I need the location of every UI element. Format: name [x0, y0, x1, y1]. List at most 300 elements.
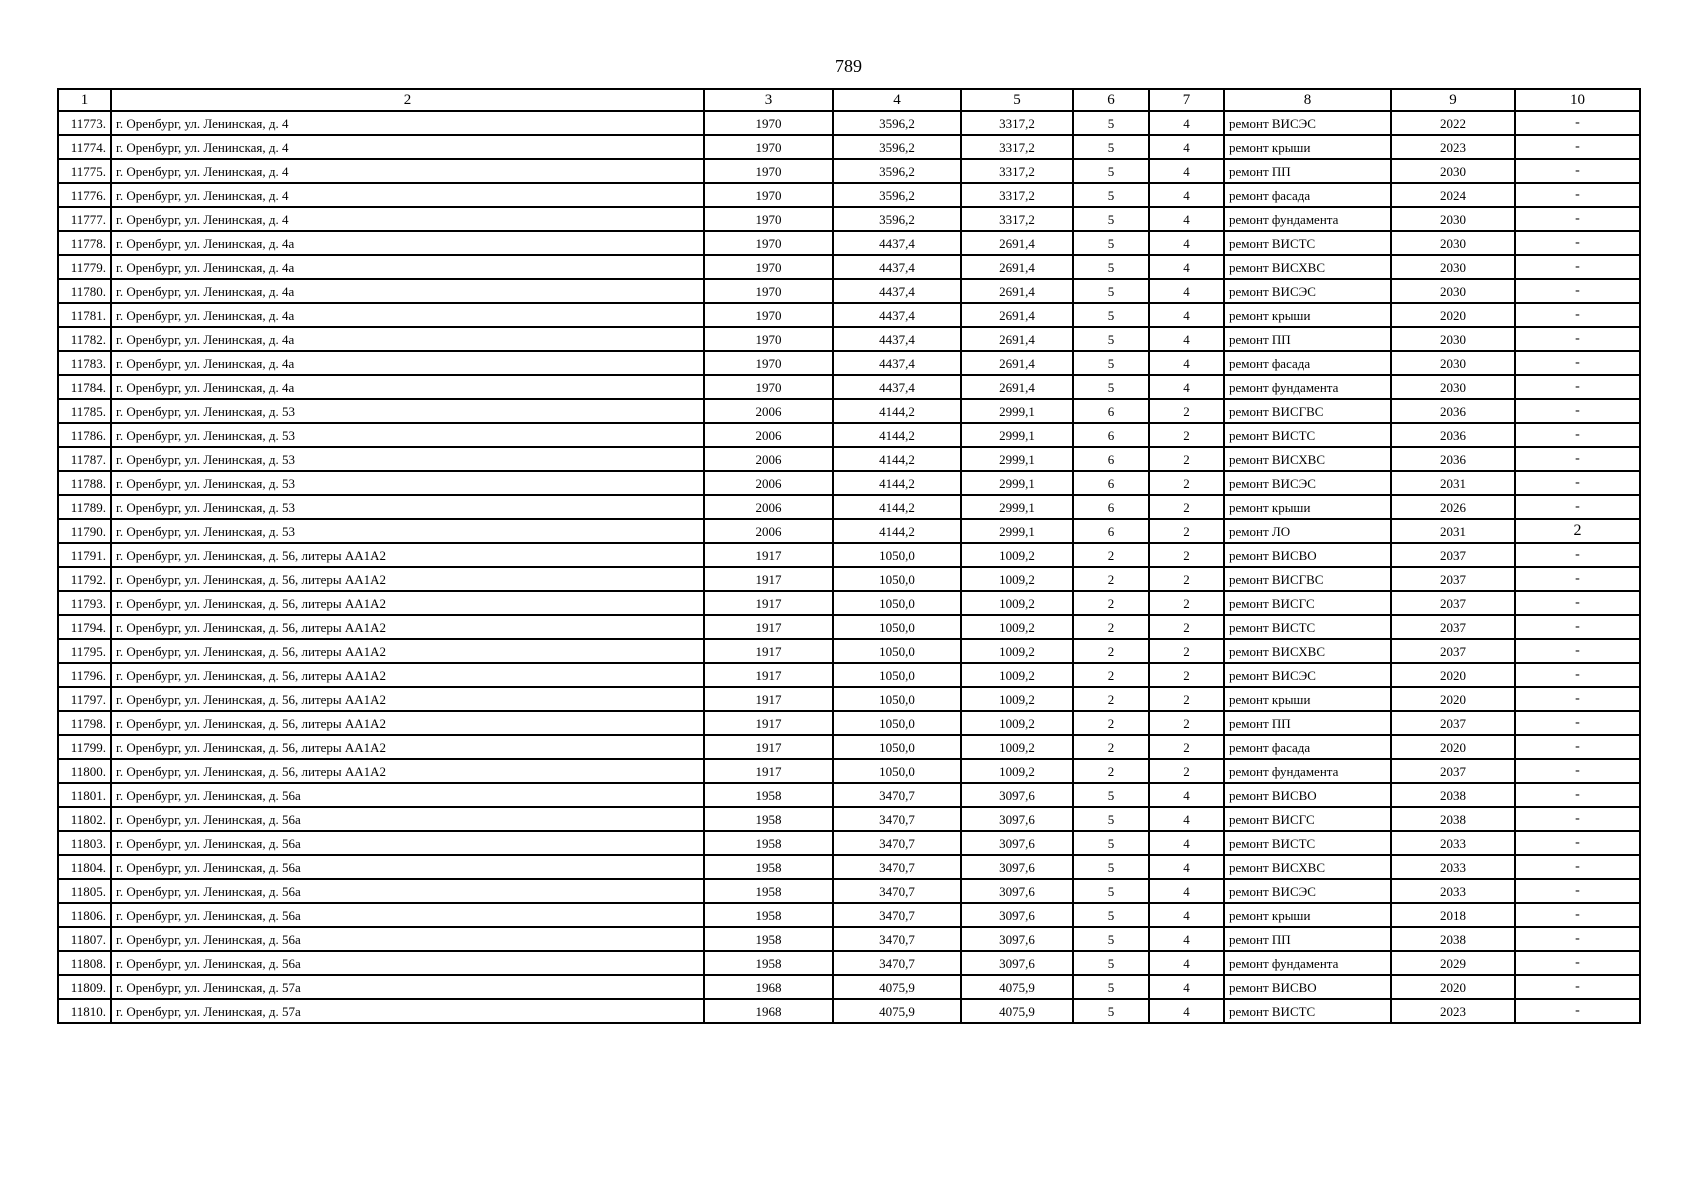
work-type-cell: ремонт ВИСВО — [1224, 783, 1391, 807]
column-10-cell: - — [1515, 951, 1640, 975]
work-type-cell: ремонт фасада — [1224, 183, 1391, 207]
table-row — [58, 255, 1640, 279]
entrances-cell: 4 — [1149, 135, 1224, 159]
table-row — [58, 231, 1640, 255]
residential-area-cell: 2999,1 — [961, 471, 1073, 495]
table-row — [58, 351, 1640, 375]
table-row — [58, 135, 1640, 159]
address-cell: г. Оренбург, ул. Ленинская, д. 56, литеры АА1А2 — [111, 663, 704, 687]
column-10-cell: - — [1515, 495, 1640, 519]
row-number-cell: 11799. — [58, 735, 111, 759]
floors-cell: 5 — [1073, 231, 1149, 255]
table-row — [58, 159, 1640, 183]
residential-area-cell: 1009,2 — [961, 663, 1073, 687]
floors-cell: 2 — [1073, 639, 1149, 663]
row-number-cell: 11793. — [58, 591, 111, 615]
address-cell: г. Оренбург, ул. Ленинская, д. 4а — [111, 375, 704, 399]
entrances-cell: 2 — [1149, 687, 1224, 711]
work-type-cell: ремонт ВИСВО — [1224, 543, 1391, 567]
year-built-cell: 1917 — [704, 543, 833, 567]
year-built-cell: 1970 — [704, 303, 833, 327]
planned-year-cell: 2030 — [1391, 327, 1515, 351]
table-row — [58, 663, 1640, 687]
residential-area-cell: 3317,2 — [961, 207, 1073, 231]
address-cell: г. Оренбург, ул. Ленинская, д. 4 — [111, 111, 704, 135]
residential-area-cell: 1009,2 — [961, 639, 1073, 663]
entrances-cell: 4 — [1149, 231, 1224, 255]
column-header: 6 — [1073, 89, 1149, 111]
work-type-cell: ремонт крыши — [1224, 303, 1391, 327]
floors-cell: 2 — [1073, 591, 1149, 615]
work-type-cell: ремонт ВИСХВС — [1224, 639, 1391, 663]
entrances-cell: 2 — [1149, 423, 1224, 447]
year-built-cell: 1970 — [704, 183, 833, 207]
table-row — [58, 687, 1640, 711]
row-number-cell: 11782. — [58, 327, 111, 351]
floors-cell: 2 — [1073, 567, 1149, 591]
planned-year-cell: 2030 — [1391, 159, 1515, 183]
entrances-cell: 2 — [1149, 447, 1224, 471]
work-type-cell: ремонт ВИСТС — [1224, 615, 1391, 639]
year-built-cell: 1958 — [704, 831, 833, 855]
column-10-cell: - — [1515, 327, 1640, 351]
row-number-cell: 11801. — [58, 783, 111, 807]
planned-year-cell: 2026 — [1391, 495, 1515, 519]
column-10-cell: - — [1515, 159, 1640, 183]
year-built-cell: 1970 — [704, 111, 833, 135]
planned-year-cell: 2037 — [1391, 615, 1515, 639]
floors-cell: 5 — [1073, 951, 1149, 975]
planned-year-cell: 2038 — [1391, 807, 1515, 831]
total-area-cell: 4437,4 — [833, 303, 961, 327]
column-10-cell: - — [1515, 543, 1640, 567]
column-10-cell: - — [1515, 375, 1640, 399]
entrances-cell: 2 — [1149, 639, 1224, 663]
residential-area-cell: 3317,2 — [961, 135, 1073, 159]
floors-cell: 6 — [1073, 495, 1149, 519]
column-header: 7 — [1149, 89, 1224, 111]
residential-area-cell: 1009,2 — [961, 687, 1073, 711]
work-type-cell: ремонт крыши — [1224, 687, 1391, 711]
address-cell: г. Оренбург, ул. Ленинская, д. 53 — [111, 399, 704, 423]
entrances-cell: 4 — [1149, 255, 1224, 279]
row-number-cell: 11796. — [58, 663, 111, 687]
total-area-cell: 4144,2 — [833, 519, 961, 543]
work-type-cell: ремонт ЛО — [1224, 519, 1391, 543]
year-built-cell: 1917 — [704, 663, 833, 687]
work-type-cell: ремонт ВИСХВС — [1224, 255, 1391, 279]
residential-area-cell: 2691,4 — [961, 327, 1073, 351]
floors-cell: 5 — [1073, 183, 1149, 207]
year-built-cell: 1958 — [704, 807, 833, 831]
row-number-cell: 11807. — [58, 927, 111, 951]
residential-area-cell: 1009,2 — [961, 615, 1073, 639]
year-built-cell: 1958 — [704, 783, 833, 807]
total-area-cell: 1050,0 — [833, 543, 961, 567]
table-row — [58, 567, 1640, 591]
residential-area-cell: 4075,9 — [961, 999, 1073, 1023]
entrances-cell: 4 — [1149, 903, 1224, 927]
table-row — [58, 615, 1640, 639]
table-row — [58, 543, 1640, 567]
total-area-cell: 4437,4 — [833, 351, 961, 375]
residential-area-cell: 3317,2 — [961, 159, 1073, 183]
residential-area-cell: 2691,4 — [961, 231, 1073, 255]
table-row — [58, 519, 1640, 543]
planned-year-cell: 2037 — [1391, 759, 1515, 783]
work-type-cell: ремонт ВИСТС — [1224, 231, 1391, 255]
floors-cell: 5 — [1073, 255, 1149, 279]
address-cell: г. Оренбург, ул. Ленинская, д. 56а — [111, 927, 704, 951]
column-header: 5 — [961, 89, 1073, 111]
work-type-cell: ремонт ВИСЭС — [1224, 111, 1391, 135]
row-number-cell: 11776. — [58, 183, 111, 207]
residential-area-cell: 2691,4 — [961, 303, 1073, 327]
planned-year-cell: 2030 — [1391, 207, 1515, 231]
floors-cell: 5 — [1073, 975, 1149, 999]
floors-cell: 5 — [1073, 327, 1149, 351]
year-built-cell: 1958 — [704, 855, 833, 879]
total-area-cell: 3470,7 — [833, 783, 961, 807]
total-area-cell: 3470,7 — [833, 903, 961, 927]
planned-year-cell: 2038 — [1391, 927, 1515, 951]
entrances-cell: 2 — [1149, 591, 1224, 615]
table-row — [58, 999, 1640, 1023]
floors-cell: 2 — [1073, 615, 1149, 639]
row-number-cell: 11780. — [58, 279, 111, 303]
planned-year-cell: 2031 — [1391, 471, 1515, 495]
row-number-cell: 11774. — [58, 135, 111, 159]
total-area-cell: 4144,2 — [833, 399, 961, 423]
residential-area-cell: 4075,9 — [961, 975, 1073, 999]
table-row — [58, 735, 1640, 759]
row-number-cell: 11805. — [58, 879, 111, 903]
row-number-cell: 11792. — [58, 567, 111, 591]
residential-area-cell: 1009,2 — [961, 735, 1073, 759]
floors-cell: 2 — [1073, 543, 1149, 567]
row-number-cell: 11784. — [58, 375, 111, 399]
floors-cell: 6 — [1073, 447, 1149, 471]
total-area-cell: 4437,4 — [833, 327, 961, 351]
residential-area-cell: 1009,2 — [961, 711, 1073, 735]
page-number: 789 — [835, 56, 862, 76]
work-type-cell: ремонт ВИСЭС — [1224, 879, 1391, 903]
year-built-cell: 1968 — [704, 975, 833, 999]
total-area-cell: 4075,9 — [833, 975, 961, 999]
column-10-cell: - — [1515, 399, 1640, 423]
column-10-cell: - — [1515, 639, 1640, 663]
row-number-cell: 11778. — [58, 231, 111, 255]
row-number-cell: 11790. — [58, 519, 111, 543]
year-built-cell: 2006 — [704, 423, 833, 447]
year-built-cell: 1958 — [704, 951, 833, 975]
table-row — [58, 879, 1640, 903]
total-area-cell: 4437,4 — [833, 375, 961, 399]
planned-year-cell: 2030 — [1391, 279, 1515, 303]
year-built-cell: 1970 — [704, 255, 833, 279]
residential-area-cell: 2999,1 — [961, 399, 1073, 423]
address-cell: г. Оренбург, ул. Ленинская, д. 57а — [111, 999, 704, 1023]
column-10-cell: - — [1515, 279, 1640, 303]
planned-year-cell: 2030 — [1391, 375, 1515, 399]
total-area-cell: 3470,7 — [833, 807, 961, 831]
column-header: 2 — [111, 89, 704, 111]
table-row — [58, 183, 1640, 207]
year-built-cell: 1958 — [704, 879, 833, 903]
residential-area-cell: 3097,6 — [961, 855, 1073, 879]
floors-cell: 5 — [1073, 207, 1149, 231]
row-number-cell: 11787. — [58, 447, 111, 471]
floors-cell: 2 — [1073, 663, 1149, 687]
work-type-cell: ремонт ВИСЭС — [1224, 279, 1391, 303]
column-10-cell: - — [1515, 807, 1640, 831]
work-type-cell: ремонт ВИСГВС — [1224, 567, 1391, 591]
planned-year-cell: 2036 — [1391, 399, 1515, 423]
row-number-cell: 11809. — [58, 975, 111, 999]
planned-year-cell: 2030 — [1391, 255, 1515, 279]
work-type-cell: ремонт фундамента — [1224, 207, 1391, 231]
work-type-cell: ремонт крыши — [1224, 903, 1391, 927]
floors-cell: 5 — [1073, 135, 1149, 159]
residential-area-cell: 3097,6 — [961, 951, 1073, 975]
column-10-cell: - — [1515, 591, 1640, 615]
planned-year-cell: 2037 — [1391, 567, 1515, 591]
row-number-cell: 11786. — [58, 423, 111, 447]
year-built-cell: 1970 — [704, 351, 833, 375]
table-row — [58, 855, 1640, 879]
residential-area-cell: 3097,6 — [961, 783, 1073, 807]
planned-year-cell: 2033 — [1391, 855, 1515, 879]
total-area-cell: 1050,0 — [833, 687, 961, 711]
address-cell: г. Оренбург, ул. Ленинская, д. 4 — [111, 135, 704, 159]
entrances-cell: 4 — [1149, 999, 1224, 1023]
planned-year-cell: 2037 — [1391, 591, 1515, 615]
floors-cell: 6 — [1073, 399, 1149, 423]
work-type-cell: ремонт фасада — [1224, 351, 1391, 375]
column-10-cell: 2 — [1515, 519, 1640, 543]
column-header: 3 — [704, 89, 833, 111]
row-number-cell: 11800. — [58, 759, 111, 783]
total-area-cell: 1050,0 — [833, 711, 961, 735]
planned-year-cell: 2029 — [1391, 951, 1515, 975]
address-cell: г. Оренбург, ул. Ленинская, д. 56, литеры АА1А2 — [111, 615, 704, 639]
work-type-cell: ремонт ВИСЭС — [1224, 663, 1391, 687]
address-cell: г. Оренбург, ул. Ленинская, д. 56а — [111, 951, 704, 975]
column-10-cell: - — [1515, 351, 1640, 375]
total-area-cell: 4144,2 — [833, 447, 961, 471]
table-row — [58, 447, 1640, 471]
column-10-cell: - — [1515, 735, 1640, 759]
column-10-cell: - — [1515, 783, 1640, 807]
table-row — [58, 951, 1640, 975]
work-type-cell: ремонт ВИСГС — [1224, 807, 1391, 831]
column-10-cell: - — [1515, 135, 1640, 159]
year-built-cell: 2006 — [704, 447, 833, 471]
column-10-cell: - — [1515, 447, 1640, 471]
repair-schedule-table — [57, 88, 1641, 1024]
address-cell: г. Оренбург, ул. Ленинская, д. 56а — [111, 831, 704, 855]
year-built-cell: 1958 — [704, 927, 833, 951]
address-cell: г. Оренбург, ул. Ленинская, д. 56, литеры АА1А2 — [111, 639, 704, 663]
row-number-cell: 11781. — [58, 303, 111, 327]
entrances-cell: 4 — [1149, 303, 1224, 327]
entrances-cell: 4 — [1149, 351, 1224, 375]
table-row — [58, 303, 1640, 327]
work-type-cell: ремонт крыши — [1224, 495, 1391, 519]
work-type-cell: ремонт ВИСТС — [1224, 423, 1391, 447]
planned-year-cell: 2023 — [1391, 135, 1515, 159]
column-10-cell: - — [1515, 471, 1640, 495]
address-cell: г. Оренбург, ул. Ленинская, д. 56, литеры АА1А2 — [111, 735, 704, 759]
row-number-cell: 11798. — [58, 711, 111, 735]
address-cell: г. Оренбург, ул. Ленинская, д. 53 — [111, 423, 704, 447]
entrances-cell: 4 — [1149, 111, 1224, 135]
row-number-cell: 11788. — [58, 471, 111, 495]
residential-area-cell: 3097,6 — [961, 903, 1073, 927]
year-built-cell: 1917 — [704, 759, 833, 783]
total-area-cell: 3596,2 — [833, 207, 961, 231]
year-built-cell: 1970 — [704, 231, 833, 255]
work-type-cell: ремонт ВИСЭС — [1224, 471, 1391, 495]
row-number-cell: 11810. — [58, 999, 111, 1023]
entrances-cell: 2 — [1149, 663, 1224, 687]
year-built-cell: 1970 — [704, 159, 833, 183]
total-area-cell: 1050,0 — [833, 639, 961, 663]
floors-cell: 6 — [1073, 519, 1149, 543]
column-10-cell: - — [1515, 663, 1640, 687]
residential-area-cell: 3317,2 — [961, 111, 1073, 135]
work-type-cell: ремонт ВИСТС — [1224, 831, 1391, 855]
address-cell: г. Оренбург, ул. Ленинская, д. 56, литеры АА1А2 — [111, 567, 704, 591]
work-type-cell: ремонт ПП — [1224, 159, 1391, 183]
entrances-cell: 4 — [1149, 159, 1224, 183]
residential-area-cell: 2999,1 — [961, 495, 1073, 519]
table-row — [58, 903, 1640, 927]
table-row — [58, 831, 1640, 855]
address-cell: г. Оренбург, ул. Ленинская, д. 56, литеры АА1А2 — [111, 759, 704, 783]
entrances-cell: 2 — [1149, 615, 1224, 639]
floors-cell: 5 — [1073, 111, 1149, 135]
table-row — [58, 807, 1640, 831]
row-number-cell: 11803. — [58, 831, 111, 855]
planned-year-cell: 2037 — [1391, 543, 1515, 567]
total-area-cell: 3470,7 — [833, 927, 961, 951]
total-area-cell: 3470,7 — [833, 831, 961, 855]
planned-year-cell: 2037 — [1391, 639, 1515, 663]
table-header-row — [58, 89, 1640, 111]
year-built-cell: 1968 — [704, 999, 833, 1023]
residential-area-cell: 2999,1 — [961, 447, 1073, 471]
total-area-cell: 4144,2 — [833, 423, 961, 447]
planned-year-cell: 2030 — [1391, 351, 1515, 375]
row-number-cell: 11779. — [58, 255, 111, 279]
entrances-cell: 2 — [1149, 735, 1224, 759]
entrances-cell: 2 — [1149, 399, 1224, 423]
planned-year-cell: 2033 — [1391, 831, 1515, 855]
year-built-cell: 1970 — [704, 135, 833, 159]
year-built-cell: 1917 — [704, 687, 833, 711]
row-number-cell: 11808. — [58, 951, 111, 975]
year-built-cell: 1970 — [704, 207, 833, 231]
table-row — [58, 327, 1640, 351]
row-number-cell: 11775. — [58, 159, 111, 183]
total-area-cell: 1050,0 — [833, 735, 961, 759]
address-cell: г. Оренбург, ул. Ленинская, д. 4а — [111, 279, 704, 303]
address-cell: г. Оренбург, ул. Ленинская, д. 4а — [111, 255, 704, 279]
entrances-cell: 4 — [1149, 855, 1224, 879]
planned-year-cell: 2033 — [1391, 879, 1515, 903]
total-area-cell: 1050,0 — [833, 567, 961, 591]
address-cell: г. Оренбург, ул. Ленинская, д. 4а — [111, 303, 704, 327]
planned-year-cell: 2031 — [1391, 519, 1515, 543]
floors-cell: 2 — [1073, 687, 1149, 711]
column-10-cell: - — [1515, 975, 1640, 999]
total-area-cell: 1050,0 — [833, 615, 961, 639]
planned-year-cell: 2018 — [1391, 903, 1515, 927]
residential-area-cell: 2999,1 — [961, 519, 1073, 543]
planned-year-cell: 2020 — [1391, 975, 1515, 999]
planned-year-cell: 2038 — [1391, 783, 1515, 807]
column-10-cell: - — [1515, 303, 1640, 327]
column-10-cell: - — [1515, 927, 1640, 951]
residential-area-cell: 2999,1 — [961, 423, 1073, 447]
column-10-cell: - — [1515, 711, 1640, 735]
planned-year-cell: 2023 — [1391, 999, 1515, 1023]
residential-area-cell: 3097,6 — [961, 927, 1073, 951]
address-cell: г. Оренбург, ул. Ленинская, д. 4а — [111, 351, 704, 375]
residential-area-cell: 2691,4 — [961, 255, 1073, 279]
column-10-cell: - — [1515, 903, 1640, 927]
address-cell: г. Оренбург, ул. Ленинская, д. 53 — [111, 495, 704, 519]
year-built-cell: 1917 — [704, 711, 833, 735]
table-row — [58, 927, 1640, 951]
total-area-cell: 4075,9 — [833, 999, 961, 1023]
floors-cell: 6 — [1073, 471, 1149, 495]
column-header: 8 — [1224, 89, 1391, 111]
row-number-cell: 11777. — [58, 207, 111, 231]
year-built-cell: 2006 — [704, 495, 833, 519]
planned-year-cell: 2020 — [1391, 303, 1515, 327]
entrances-cell: 4 — [1149, 207, 1224, 231]
address-cell: г. Оренбург, ул. Ленинская, д. 53 — [111, 447, 704, 471]
year-built-cell: 1958 — [704, 903, 833, 927]
entrances-cell: 2 — [1149, 759, 1224, 783]
entrances-cell: 4 — [1149, 183, 1224, 207]
table-row — [58, 975, 1640, 999]
entrances-cell: 4 — [1149, 951, 1224, 975]
floors-cell: 5 — [1073, 903, 1149, 927]
residential-area-cell: 3317,2 — [961, 183, 1073, 207]
residential-area-cell: 1009,2 — [961, 543, 1073, 567]
total-area-cell: 3470,7 — [833, 951, 961, 975]
work-type-cell: ремонт ВИСВО — [1224, 975, 1391, 999]
entrances-cell: 2 — [1149, 519, 1224, 543]
entrances-cell: 2 — [1149, 495, 1224, 519]
residential-area-cell: 2691,4 — [961, 279, 1073, 303]
entrances-cell: 2 — [1149, 471, 1224, 495]
floors-cell: 5 — [1073, 831, 1149, 855]
table-row — [58, 375, 1640, 399]
row-number-cell: 11773. — [58, 111, 111, 135]
work-type-cell: ремонт ВИСТС — [1224, 999, 1391, 1023]
row-number-cell: 11797. — [58, 687, 111, 711]
address-cell: г. Оренбург, ул. Ленинская, д. 56, литеры АА1А2 — [111, 591, 704, 615]
column-10-cell: - — [1515, 999, 1640, 1023]
column-10-cell: - — [1515, 855, 1640, 879]
total-area-cell: 4144,2 — [833, 495, 961, 519]
total-area-cell: 4144,2 — [833, 471, 961, 495]
planned-year-cell: 2020 — [1391, 735, 1515, 759]
